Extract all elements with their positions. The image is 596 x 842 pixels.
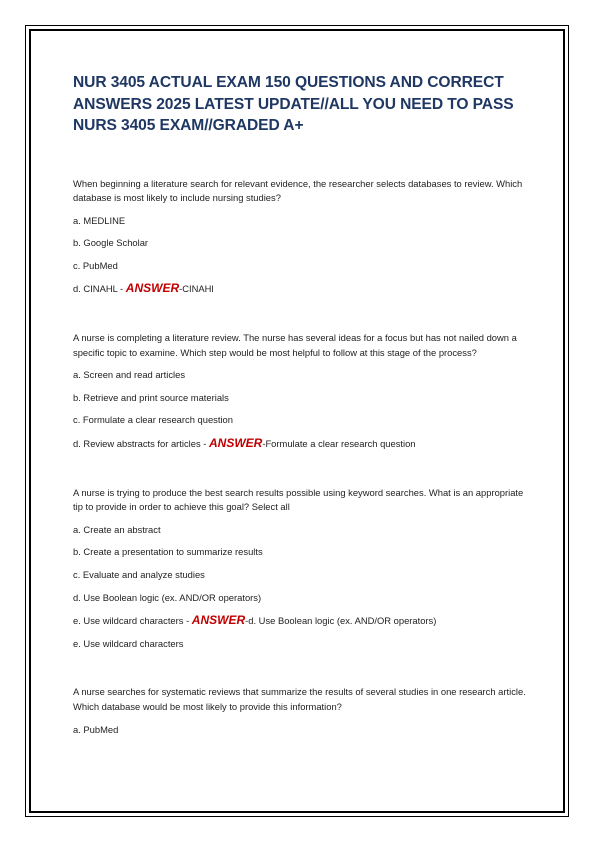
option-text: d. CINAHL - xyxy=(73,283,126,295)
answer-text: -CINAHl xyxy=(179,283,214,295)
option-text: e. Use wildcard characters - xyxy=(73,615,192,627)
option: e. Use wildcard characters xyxy=(73,637,184,649)
option-text: d. Review abstracts for articles - xyxy=(73,438,209,450)
question-text: A nurse is trying to produce the best search results possible using keyword searches. What is an appropriate tip to provide in order to achieve this goal? Select all xyxy=(73,486,524,513)
question-4 xyxy=(73,685,533,737)
option: b. Google Scholar xyxy=(73,237,149,249)
option: c. PubMed xyxy=(73,259,118,271)
option-with-answer xyxy=(73,281,533,297)
option-with-answer xyxy=(73,613,533,629)
question-text: A nurse is completing a literature review. The nurse has several ideas for a focus but has not nailed down a specific topic to examine. Which step would be most helpful to follow at this stage of the process? xyxy=(73,332,517,358)
question-2 xyxy=(73,331,533,452)
document-title: NUR 3405 ACTUAL EXAM 150 QUESTIONS AND CORRECT ANSWERS 2025 LATEST UPDATE//ALL YOU NEED TO PASS NURS 3405 EXAM//GRADED A+ xyxy=(73,74,514,134)
answer-text: -d. Use Boolean logic (ex. AND/OR operators) xyxy=(245,615,437,627)
question-1 xyxy=(73,177,533,298)
option: a. Screen and read articles xyxy=(73,369,186,381)
option: b. Create a presentation to summarize results xyxy=(73,546,263,558)
question-text: When beginning a literature search for relevant evidence, the researcher selects databases to review. Which database is most likely to include nursing studies? xyxy=(73,177,523,204)
option: b. Retrieve and print source materials xyxy=(73,391,229,403)
option: a. MEDLINE xyxy=(73,214,126,226)
option: a. Create an abstract xyxy=(73,523,161,535)
question-3 xyxy=(73,486,533,652)
answer-text: -Formulate a clear research question xyxy=(262,438,416,450)
answer-marker: ANSWER xyxy=(208,436,263,451)
question-text: A nurse searches for systematic reviews that summarize the results of several studies in one research article. Which database would be most likely to provide this information? xyxy=(73,686,526,712)
option: c. Evaluate and analyze studies xyxy=(73,569,205,580)
option: c. Formulate a clear research question xyxy=(73,414,233,426)
option: d. Use Boolean logic (ex. AND/OR operators) xyxy=(73,591,262,603)
option-with-answer xyxy=(73,436,533,452)
document-content xyxy=(73,72,533,737)
answer-marker: ANSWER xyxy=(125,281,180,296)
answer-marker: ANSWER xyxy=(191,613,246,628)
option: a. PubMed xyxy=(73,723,119,735)
